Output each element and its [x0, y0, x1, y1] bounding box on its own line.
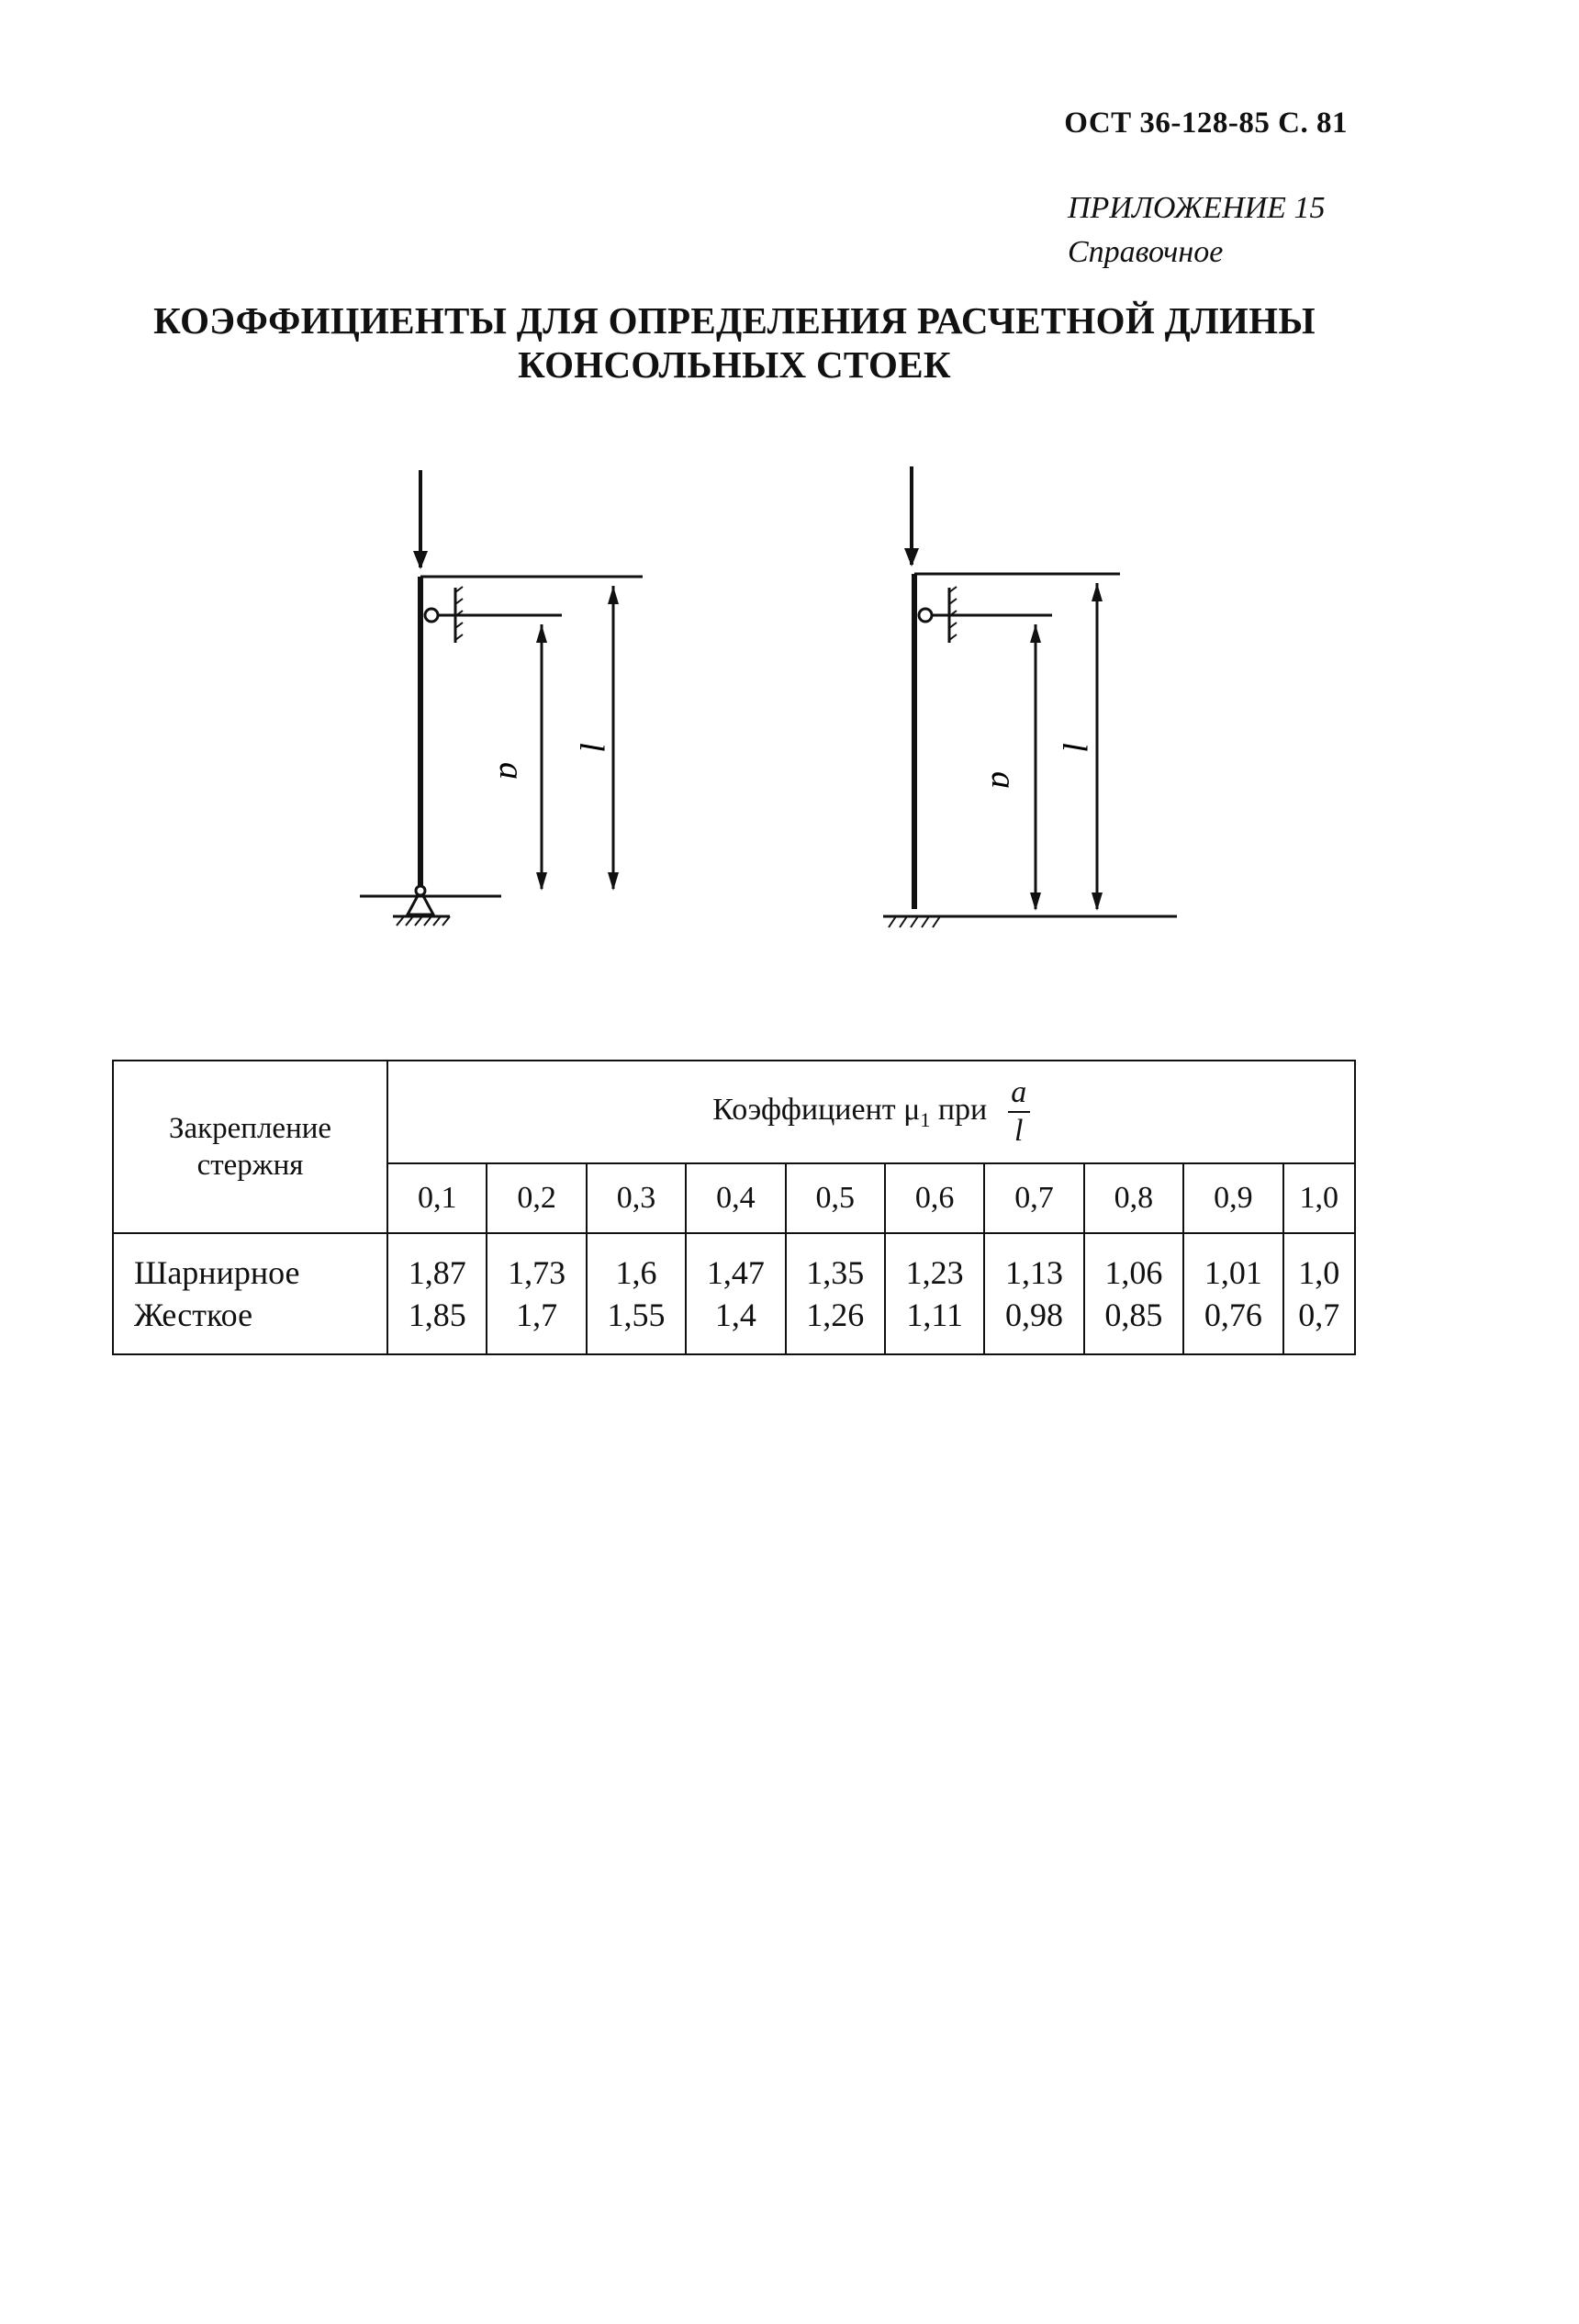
table-data-row — [113, 1233, 1355, 1354]
value-0-0: 1,87 — [408, 1254, 466, 1291]
value-0-1: 1,73 — [508, 1254, 566, 1291]
appendix-type: Справочное — [1068, 235, 1224, 269]
appendix-number: ПРИЛОЖЕНИЕ 15 — [1068, 191, 1326, 225]
value-cell-col-6 — [984, 1233, 1083, 1354]
right-figure — [883, 466, 1177, 927]
value-cell-col-7 — [1084, 1233, 1183, 1354]
row-name-0: Шарнирное — [134, 1254, 300, 1291]
value-0-9: 1,0 — [1298, 1254, 1340, 1291]
column-header-8: 0,9 — [1183, 1163, 1282, 1233]
value-0-6: 1,13 — [1005, 1254, 1064, 1291]
value-1-8: 0,76 — [1204, 1297, 1262, 1333]
value-1-5: 1,11 — [906, 1297, 963, 1333]
column-header-9: 1,0 — [1283, 1163, 1355, 1233]
column-header-6: 0,7 — [984, 1163, 1083, 1233]
column-header-5: 0,6 — [885, 1163, 984, 1233]
appendix-block — [1068, 186, 1325, 275]
coef-header-text: Коэффициент — [712, 1092, 896, 1127]
value-0-8: 1,01 — [1204, 1254, 1262, 1291]
coefficient-header-cell — [387, 1061, 1355, 1163]
right-label-a: a — [984, 771, 1023, 789]
value-1-9: 0,7 — [1298, 1297, 1340, 1333]
row-name-1: Жесткое — [134, 1297, 253, 1333]
value-cell-col-8 — [1183, 1233, 1282, 1354]
column-header-2: 0,3 — [587, 1163, 686, 1233]
value-cell-col-3 — [686, 1233, 785, 1354]
column-header-7: 0,8 — [1084, 1163, 1183, 1233]
value-0-2: 1,6 — [615, 1254, 657, 1291]
value-0-7: 1,06 — [1104, 1254, 1163, 1291]
value-0-4: 1,35 — [806, 1254, 865, 1291]
value-1-6: 0,98 — [1005, 1297, 1064, 1333]
column-header-0: 0,1 — [387, 1163, 487, 1233]
ratio-fraction — [1008, 1076, 1030, 1148]
right-label-l: l — [1055, 742, 1093, 752]
fraction-denominator: l — [1014, 1114, 1024, 1148]
left-label-l: l — [572, 742, 610, 752]
value-cell-col-1 — [487, 1233, 586, 1354]
value-1-1: 1,7 — [516, 1297, 558, 1333]
value-1-7: 0,85 — [1104, 1297, 1163, 1333]
page-title — [92, 298, 1377, 387]
table-header-row — [113, 1061, 1355, 1163]
coef-at-text: при — [937, 1092, 988, 1127]
value-0-5: 1,23 — [905, 1254, 964, 1291]
value-1-4: 1,26 — [806, 1297, 865, 1333]
column-header-1: 0,2 — [487, 1163, 586, 1233]
value-cell-col-4 — [786, 1233, 885, 1354]
value-cell-col-0 — [387, 1233, 487, 1354]
value-cell-col-5 — [885, 1233, 984, 1354]
cantilever-diagrams — [0, 450, 1579, 964]
title-line-1: КОЭФФИЦИЕНТЫ ДЛЯ ОПРЕДЕЛЕНИЯ РАСЧЕТНОЙ ДЛИНЫ — [153, 299, 1316, 342]
coef-symbol: $\mu_1$ — [903, 1092, 931, 1131]
row-header-cell: Закрепление стержня — [113, 1061, 387, 1233]
coefficient-table — [112, 1060, 1356, 1355]
row-names-cell — [113, 1233, 387, 1354]
value-1-0: 1,85 — [408, 1297, 466, 1333]
fraction-numerator: a — [1011, 1075, 1027, 1109]
value-cell-col-2 — [587, 1233, 686, 1354]
left-figure — [360, 470, 643, 926]
column-header-4: 0,5 — [786, 1163, 885, 1233]
title-line-2: КОНСОЛЬНЫХ СТОЕК — [518, 343, 951, 386]
left-label-a: a — [492, 762, 531, 780]
value-1-3: 1,4 — [714, 1297, 756, 1333]
value-0-3: 1,47 — [706, 1254, 765, 1291]
document-code: ОСТ 36-128-85 С. 81 — [1064, 107, 1348, 140]
value-1-2: 1,55 — [607, 1297, 666, 1333]
column-header-3: 0,4 — [686, 1163, 785, 1233]
value-cell-col-9 — [1283, 1233, 1355, 1354]
